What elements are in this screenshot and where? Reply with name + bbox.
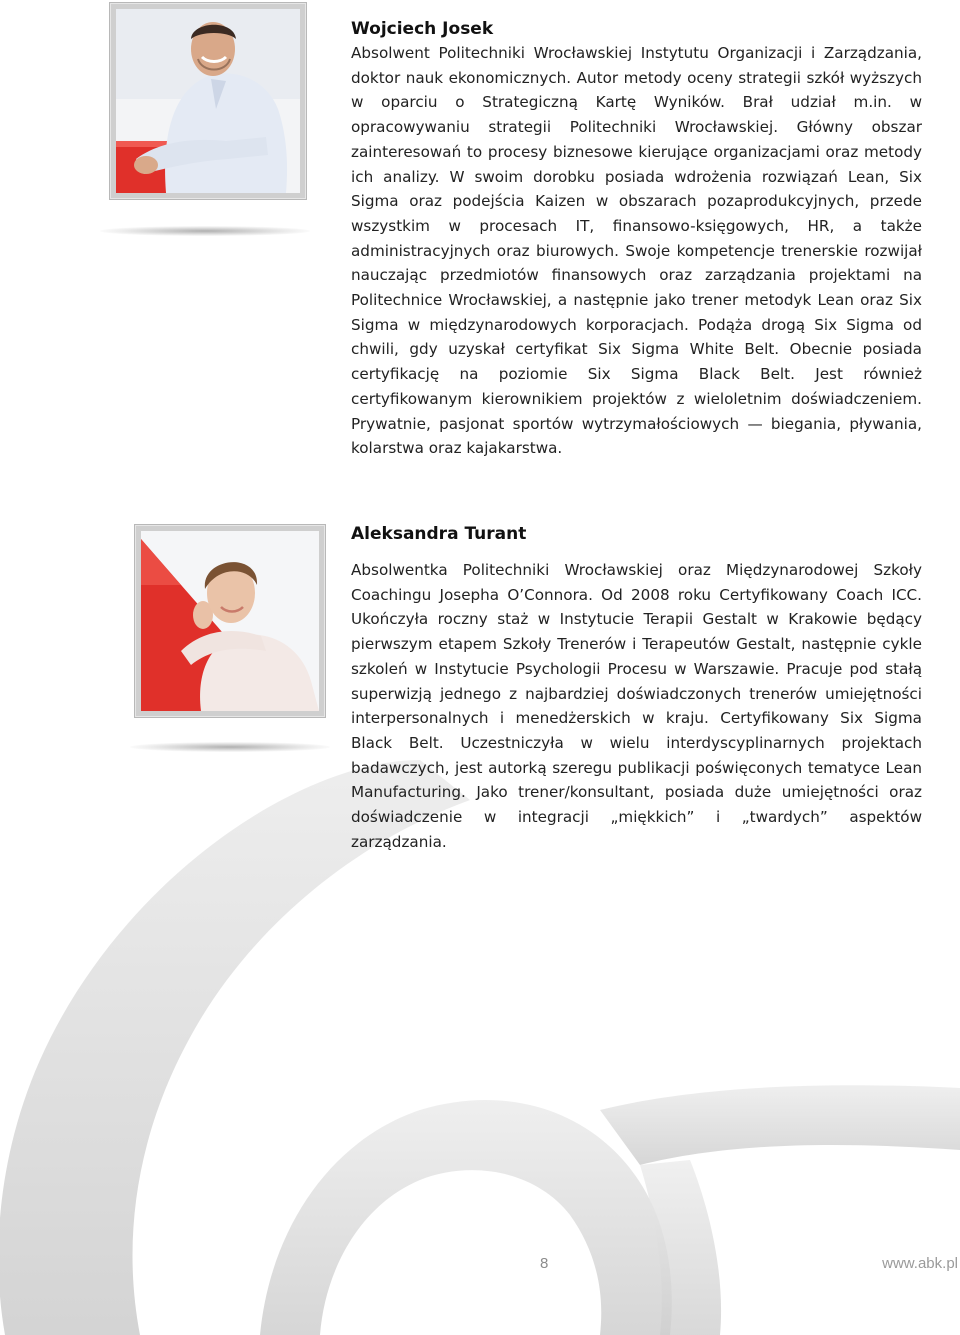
profile-bio: Absolwentka Politechniki Wrocławskiej oraz Międzynarodowej Szkoły Coachingu Josepha O’Connora. Od 2008 roku Certyfikowany Coach ICC. Ukończyła roczny staż w Instytucie Terapii Gestalt w Krakowie będący pierwszym etapem Szkoły Trenerów i Terapeutów Gestalt, następnie cykle szkoleń w Instytucie Psychologii Procesu w Warszawie. Pracuje pod stałą superwizją jednego z najbardziej doświadczonych trenerów umiejętności interpersonalnych i menedżerskich w kraju. Certyfikowany Six Sigma Black Belt. Uczestniczyła w wielu interdyscyplinarnych projektach badawczych, jest autorką szeregu publikacji poświęconych tematyce Lean Manufacturing. Jako trener/konsultant, posiada duże umiejętności oraz doświadczenie w integracji „miękkich” i „twardych” aspektów zarządzania. xyxy=(351,561,922,851)
profile-photo-frame xyxy=(134,524,326,718)
profile-photo xyxy=(116,9,300,193)
footer-website-link[interactable]: www.abk.pl xyxy=(882,1255,958,1272)
profile-name: Wojciech Josek xyxy=(351,19,494,39)
profile-wojciech-josek xyxy=(0,0,960,500)
profile-photo xyxy=(141,531,319,711)
profile-aleksandra-turant xyxy=(0,500,960,900)
photo-shadow xyxy=(130,742,330,752)
profile-name: Aleksandra Turant xyxy=(351,524,527,544)
profile-bio: Absolwent Politechniki Wrocławskiej Instytutu Organizacji i Zarządzania, doktor nauk ekonomicznych. Autor metody oceny strategii szkół wyższych w oparciu o Strategiczną Kartę Wyników. Brał udział m.in. w opracowywaniu strategii Politechniki Wrocławskiej. Główny obszar zainteresowań to procesy biznesowe kierujące organizacjami oraz metody ich analizy. W swoim dorobku posiada wdrożenia rozwiązań Lean, Six Sigma oraz podejścia Kaizen w obszarach pozaprodukcyjnych, przede wszystkim w procesach IT, finansowo-księgowych, HR, a także administracyjnych oraz biurowych. Swoje kompetencje trenerskie rozwijał nauczając przedmiotów finansowych oraz zarządzania projektami na Politechnice Wrocławskiej, a następnie jako trener metodyk Lean oraz Six Sigma w międzynarodowych korporacjach. Podąża drogą Six Sigma od chwili, gdy uzyskał certyfikat Six Sigma White Belt. Obecnie posiada certyfikację na poziomie Six Sigma Black Belt. Jest również certyfikowanym kierownikiem projektów z wieloletnim doświadczeniem. Prywatnie, pasjonat sportów wytrzymałościowych — biegania, pływania, kolarstwa oraz kajakarstwa. xyxy=(351,44,922,458)
page-number: 8 xyxy=(540,1255,549,1272)
profile-photo-frame xyxy=(109,2,307,200)
photo-shadow xyxy=(100,226,310,236)
